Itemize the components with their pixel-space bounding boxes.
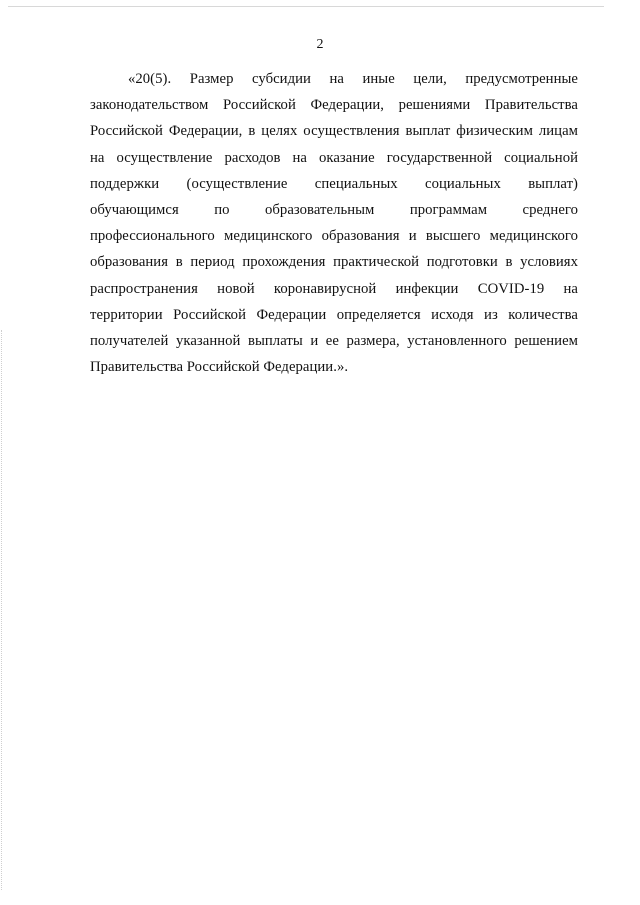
text-line: распространения новой коронавирусной инфекции COVID-19 на [90,280,578,297]
scan-edge-line [8,6,604,7]
text-line: обучающимся по образовательным программам среднего [90,201,578,218]
text-line: образования в период прохождения практической подготовки в условиях [90,254,578,271]
text-line: получателей указанной выплаты и ее размера, установленного решением [90,332,578,349]
text-line: территории Российской Федерации определяется исходя из количества [90,306,578,323]
text-line: Российской Федерации, в целях осуществления выплат физическим лицам [90,123,578,140]
text-line: профессионального медицинского образования и высшего медицинского [90,228,578,245]
text-line: «20(5). Размер субсидии на иные цели, предусмотренные [128,71,578,87]
page-number: 2 [316,37,324,52]
scan-margin-line [1,330,2,890]
text-line: на осуществление расходов на оказание государственной социальной [90,149,578,166]
paragraph-20-5 [90,66,578,380]
text-line: поддержки (осуществление специальных социальных выплат) [90,175,578,192]
text-line: Правительства Российской Федерации.». [90,359,349,376]
text-line: законодательством Российской Федерации, решениями Правительства [90,97,578,114]
